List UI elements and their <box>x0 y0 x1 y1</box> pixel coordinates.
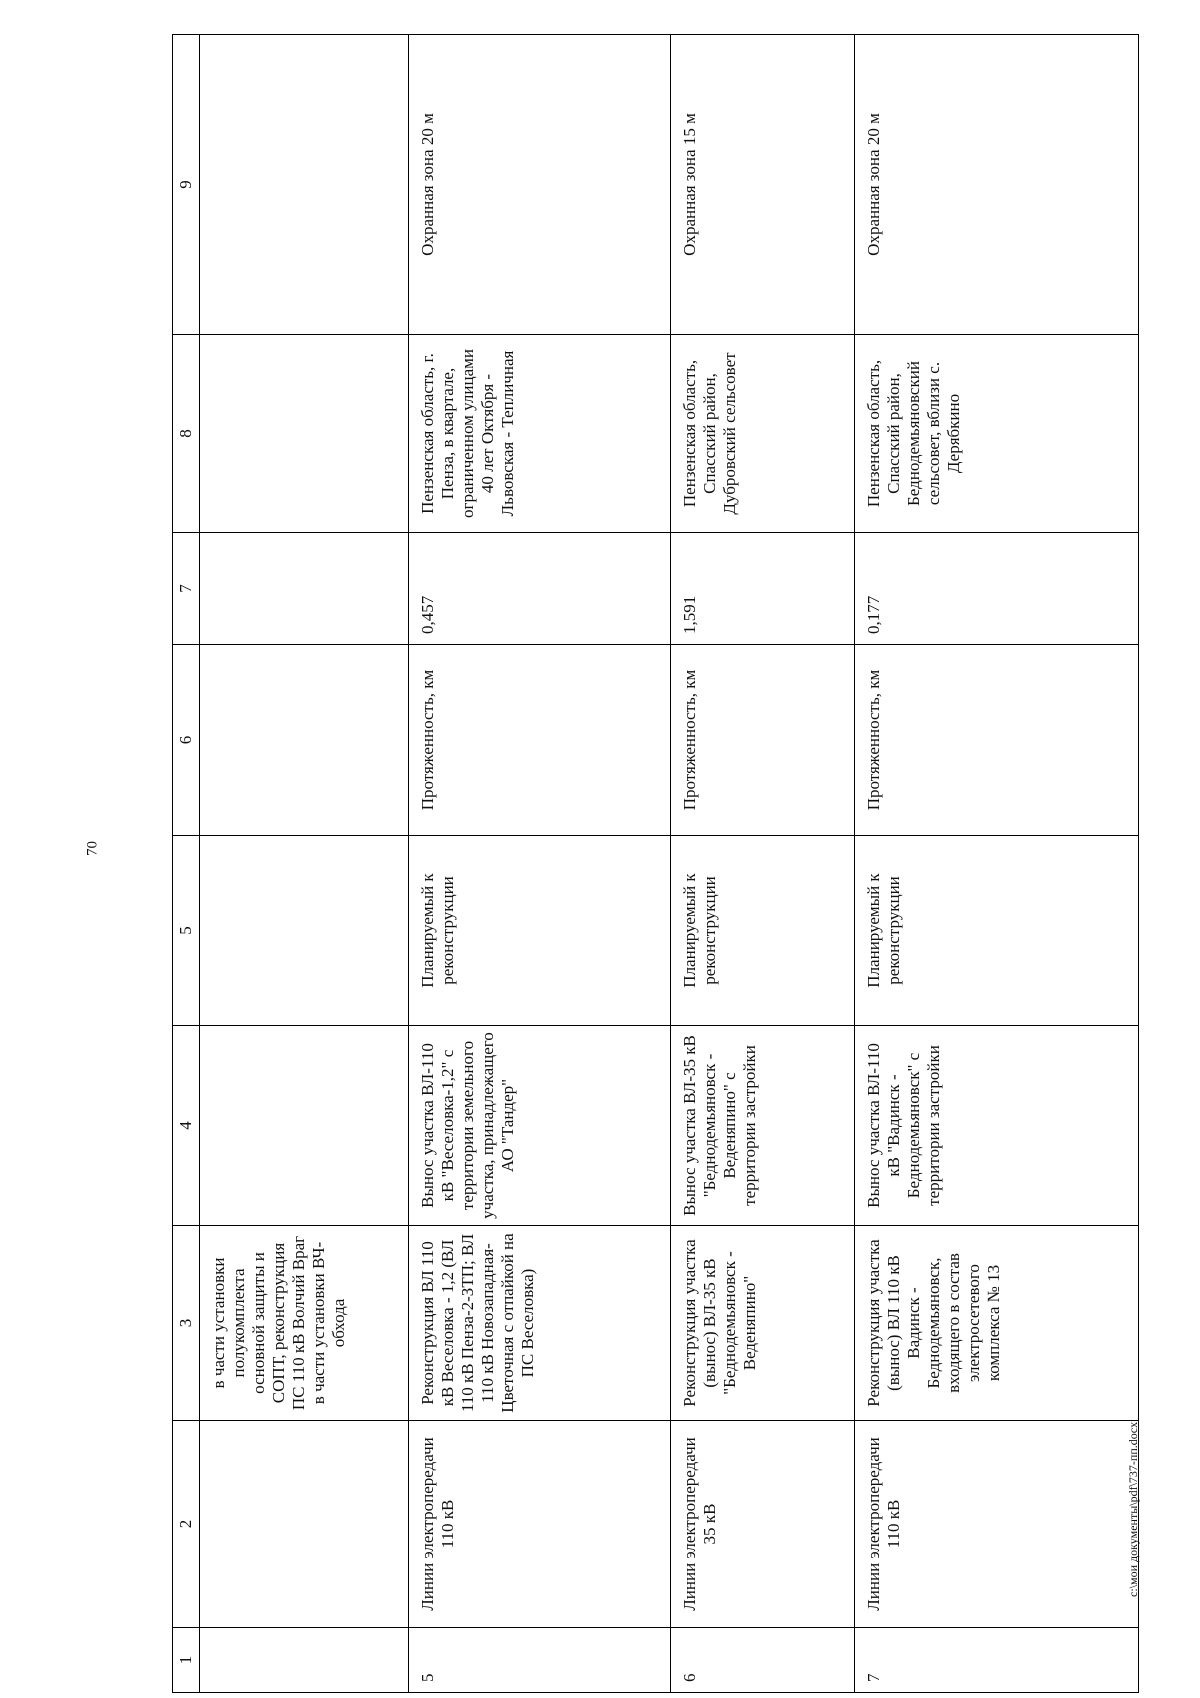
table-row <box>855 35 1139 1693</box>
page-number: 70 <box>84 841 101 856</box>
object-type-cell: Линии электропередачи 35 кВ <box>671 1421 855 1628</box>
location-cell: Пензенская область, г. Пенза, в квартале, ограниченном улицами 40 лет Октября - Львовская - Тепличная <box>409 335 671 533</box>
parameter-name-cell: Протяженность, км <box>855 645 1139 836</box>
table-row <box>409 35 671 1693</box>
object-action-cell: Вынос участка ВЛ-110 кВ "Вадинск - Беднодемьяновск" с территории застройки <box>855 1026 1139 1226</box>
protection-zone-cell: Охранная зона 20 м <box>409 35 671 335</box>
object-name-cell: Реконструкция участка (вынос) ВЛ 110 кВ Вадинск - Беднодемьяновск, входящего в состав электросетевого комплекса № 13 <box>855 1226 1139 1421</box>
parameter-value-cell: 0,177 <box>855 533 1139 645</box>
column-number-4: 4 <box>173 1026 200 1226</box>
object-status-cell <box>200 836 409 1026</box>
table-row-continuation <box>200 35 409 1693</box>
object-type-cell: Линии электропередачи 110 кВ <box>855 1421 1139 1628</box>
location-cell: Пензенская область, Спасский район, Беднодемьяновский сельсовет, вблизи с. Дерябкино <box>855 335 1139 533</box>
row-number-cell <box>200 1628 409 1693</box>
protection-zone-cell: Охранная зона 15 м <box>671 35 855 335</box>
table-wrapper <box>172 35 1094 1693</box>
footer-file-path: c:\мои документы\pdf\737-пп.docx <box>1126 1421 1140 1597</box>
location-cell <box>200 335 409 533</box>
row-number-cell: 5 <box>409 1628 671 1693</box>
object-action-cell <box>200 1026 409 1226</box>
object-type-cell: Линии электропередачи 110 кВ <box>409 1421 671 1628</box>
column-number-2: 2 <box>173 1421 200 1628</box>
column-number-8: 8 <box>173 335 200 533</box>
column-number-9: 9 <box>173 35 200 335</box>
location-cell: Пензенская область, Спасский район, Дубровский сельсовет <box>671 335 855 533</box>
parameter-value-cell: 1,591 <box>671 533 855 645</box>
column-number-3: 3 <box>173 1226 200 1421</box>
object-status-cell: Планируемый к реконструкции <box>409 836 671 1026</box>
object-name-cell: в части установки полукомплекта основной защиты и СОПТ, реконструкция ПС 110 кВ Волчий Враг в части установки ВЧ-обхода <box>200 1226 409 1421</box>
protection-zone-cell <box>200 35 409 335</box>
parameter-value-cell: 0,457 <box>409 533 671 645</box>
object-name-cell: Реконструкция участка (вынос) ВЛ-35 кВ "Беднодемьяновск - Веденяпино" <box>671 1226 855 1421</box>
object-action-cell: Вынос участка ВЛ-35 кВ "Беднодемьяновск - Веденяпино" с территории застройки <box>671 1026 855 1226</box>
parameter-name-cell <box>200 645 409 836</box>
column-number-7: 7 <box>173 533 200 645</box>
object-name-cell: Реконструкция ВЛ 110 кВ Веселовка - 1,2 (ВЛ 110 кВ Пенза-2-ЗТП; ВЛ 110 кВ Новозападная-Цветочная с отпайкой на ПС Веселовка) <box>409 1226 671 1421</box>
header-row <box>173 35 200 1693</box>
parameter-name-cell: Протяженность, км <box>409 645 671 836</box>
column-number-6: 6 <box>173 645 200 836</box>
protection-zone-cell: Охранная зона 20 м <box>855 35 1139 335</box>
parameter-value-cell <box>200 533 409 645</box>
row-number-cell: 6 <box>671 1628 855 1693</box>
object-status-cell: Планируемый к реконструкции <box>855 836 1139 1026</box>
column-number-1: 1 <box>173 1628 200 1693</box>
table-row <box>671 35 855 1693</box>
column-number-5: 5 <box>173 836 200 1026</box>
infrastructure-table <box>172 34 1139 1693</box>
object-status-cell: Планируемый к реконструкции <box>671 836 855 1026</box>
row-number-cell: 7 <box>855 1628 1139 1693</box>
object-type-cell <box>200 1421 409 1628</box>
parameter-name-cell: Протяженность, км <box>671 645 855 836</box>
object-action-cell: Вынос участка ВЛ-110 кВ "Веселовка-1,2" с территории земельного участка, принадлежащего АО "Тандер" <box>409 1026 671 1226</box>
